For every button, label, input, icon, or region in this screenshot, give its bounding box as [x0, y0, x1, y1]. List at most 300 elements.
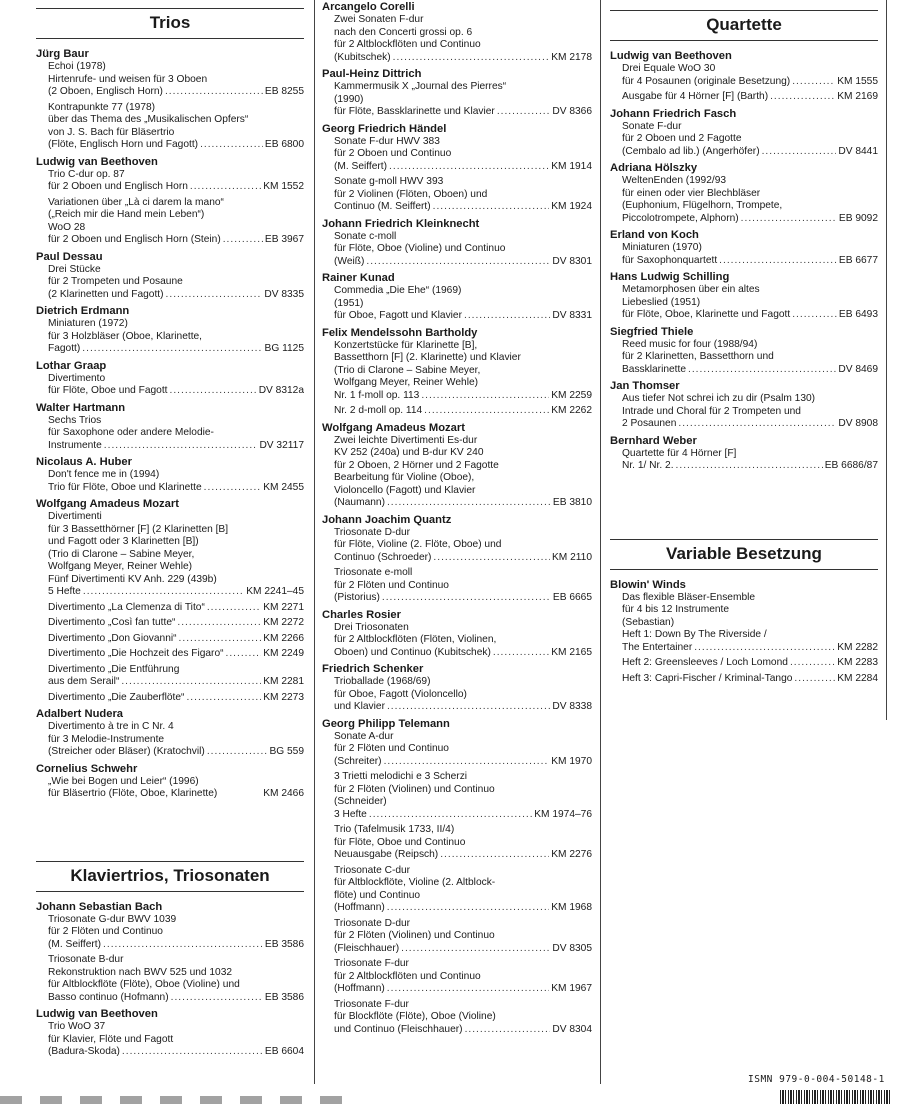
dot-leader — [207, 746, 268, 759]
work-item — [322, 676, 592, 714]
work-last-line — [334, 256, 592, 269]
work-line: (Trio di Clarone – Sabine Meyer, — [334, 364, 481, 376]
catalog-number: KM 2169 — [837, 91, 878, 102]
work-item — [322, 824, 592, 862]
work-line: KV 252 (240a) und B-dur KV 240 — [334, 447, 484, 458]
composer-name: Johann Friedrich Kleinknecht — [322, 217, 480, 230]
work-line: für 3 Holzbläser (Oboe, Klarinette, — [48, 330, 203, 342]
dot-leader — [171, 992, 263, 1005]
section-heading: Trios — [36, 8, 304, 39]
work-last-line — [48, 602, 304, 615]
dot-leader — [387, 701, 550, 714]
work-line: Divertimento à tre in C Nr. 4 — [48, 721, 174, 732]
work-line: Intrade und Choral für 2 Trompeten und — [622, 405, 801, 417]
dot-leader — [792, 76, 835, 89]
work-item — [610, 673, 878, 686]
work-item — [36, 511, 304, 599]
work-line: für 2 Oboen und 2 Fagotte — [622, 133, 742, 144]
work-text: für Saxophonquartett — [622, 254, 718, 266]
work-last-line — [48, 676, 304, 689]
work-item — [322, 865, 592, 915]
dot-leader — [83, 586, 244, 599]
work-line: Sonate F-dur — [622, 120, 682, 132]
work-text: Heft 2: Greensleeves / Loch Lomond — [622, 657, 788, 668]
column-divider — [886, 0, 887, 720]
work-text: für 2 Oboen und Englisch Horn — [48, 181, 188, 192]
barcode-graphic — [780, 1090, 890, 1104]
work-last-line — [334, 849, 592, 862]
work-item — [36, 692, 304, 705]
dot-leader — [369, 809, 532, 822]
work-item — [322, 958, 592, 996]
catalog-number: BG 1125 — [264, 343, 304, 354]
catalog-number: EB 6686/87 — [824, 460, 878, 471]
catalog-number: KM 2283 — [837, 657, 878, 668]
work-last-line — [48, 746, 304, 759]
composer-entry — [36, 762, 304, 801]
dot-leader — [122, 1046, 263, 1059]
work-text: Continuo (M. Seiffert) — [334, 201, 431, 212]
work-item — [610, 284, 878, 322]
catalog-number: DV 8469 — [838, 363, 878, 375]
catalog-number: EB 9092 — [838, 212, 878, 224]
catalog-section — [322, 0, 592, 1036]
work-item — [610, 393, 878, 431]
work-item — [322, 81, 592, 119]
work-line: (Euphonium, Flügelhorn, Trompete, — [622, 200, 783, 211]
work-last-line — [334, 701, 592, 714]
composer-name: Lothar Graap — [36, 359, 107, 372]
work-line: für 2 Violinen (Flöten, Oboen) und — [334, 188, 488, 200]
catalog-number: DV 8441 — [838, 145, 878, 157]
catalog-number: KM 2262 — [551, 405, 592, 416]
work-text: 3 Hefte — [334, 808, 367, 820]
work-text: (Pistorius) — [334, 592, 380, 603]
work-line: Metamorphosen über ein altes — [622, 284, 760, 295]
catalog-number: KM 2259 — [551, 389, 592, 401]
composer-entry — [36, 455, 304, 494]
catalog-number: KM 2165 — [551, 646, 592, 658]
catalog-number: DV 32117 — [259, 439, 304, 451]
work-line: Triosonate F-dur — [334, 958, 409, 969]
work-line: und Fagott oder 3 Klarinetten [B]) — [48, 536, 199, 547]
dot-leader — [121, 676, 261, 689]
work-line: Trio WoO 37 — [48, 1021, 106, 1032]
work-line: für Klavier, Flöte und Fagott — [48, 1033, 174, 1045]
catalog-number: KM 1924 — [551, 201, 592, 212]
work-line: Triosonate F-dur — [334, 998, 409, 1010]
work-line: für 2 Altblockflöten und Continuo — [334, 970, 481, 982]
work-item — [36, 61, 304, 99]
work-text: (Weiß) — [334, 255, 365, 267]
work-text: (Cembalo ad lib.) (Angerhöfer) — [622, 145, 760, 157]
work-last-line — [48, 343, 304, 356]
dot-leader — [694, 642, 835, 655]
composer-name: Adalbert Nudera — [36, 708, 124, 720]
composer-entry — [36, 304, 304, 356]
work-line: für 2 Oboen, 2 Hörner und 2 Fagotte — [334, 459, 499, 471]
composer-name: Johann Friedrich Fasch — [610, 107, 737, 120]
dot-leader — [207, 602, 261, 615]
work-last-line — [48, 289, 304, 302]
catalog-number: EB 3967 — [264, 234, 304, 245]
dot-leader — [465, 1024, 551, 1037]
composer-name: Hans Ludwig Schilling — [610, 271, 730, 283]
work-line: (Schneider) — [334, 796, 387, 807]
work-line: für Oboe, Fagott (Violoncello) — [334, 688, 467, 700]
work-text: Divertimento „Die Zauberflöte“ — [48, 691, 185, 703]
work-text: (Fleischhauer) — [334, 942, 400, 954]
composer-name: Nicolaus A. Huber — [36, 456, 132, 468]
work-line: Drei Equale WoO 30 — [622, 63, 716, 74]
work-line: Hirtenrufe- und weisen für 3 Oboen — [48, 73, 208, 85]
work-last-line — [334, 1024, 592, 1037]
work-last-line — [48, 648, 304, 661]
work-text: (M. Seiffert) — [334, 160, 388, 172]
work-text: für Flöte, Oboe, Klarinette und Fagott — [622, 309, 791, 320]
work-line: Sonate c-moll — [334, 230, 397, 242]
catalog-number: KM 1555 — [837, 75, 878, 87]
work-item — [36, 954, 304, 1004]
work-last-line — [622, 91, 878, 104]
dot-leader — [421, 390, 549, 403]
dot-leader — [387, 497, 551, 510]
work-item — [610, 63, 878, 88]
work-line: Bearbeitung für Violine (Oboe), — [334, 472, 475, 483]
work-line: Triosonate G-dur BWV 1039 — [48, 913, 177, 925]
work-line: für 2 Trompeten und Posaune — [48, 276, 183, 287]
work-text: für Flöte, Bassklarinette und Klavier — [334, 106, 495, 117]
catalog-number: EB 8255 — [264, 86, 304, 97]
column-2 — [322, 0, 592, 1039]
work-last-line — [334, 201, 592, 214]
work-text: Fagott) — [48, 343, 81, 354]
work-item — [36, 415, 304, 453]
catalog-number: KM 1974–76 — [534, 808, 592, 820]
work-text: (2 Klarinetten und Fagott) — [48, 288, 164, 300]
work-line: Wolfgang Meyer, Reiner Wehle) — [334, 377, 479, 388]
dot-leader — [387, 983, 549, 996]
work-item — [36, 469, 304, 494]
work-last-line — [48, 692, 304, 705]
work-last-line — [48, 1046, 304, 1059]
composer-name: Bernhard Weber — [610, 434, 697, 447]
column-1 — [36, 8, 304, 1062]
work-text: Divertimento „Die Hochzeit des Figaro“ — [48, 648, 224, 659]
work-line: Trio (Tafelmusik 1733, II/4) — [334, 824, 455, 835]
composer-entry — [36, 47, 304, 152]
work-line: Miniaturen (1972) — [48, 318, 128, 329]
dot-leader — [226, 648, 262, 661]
catalog-number: EB 6493 — [838, 309, 878, 320]
work-text: Nr. 2 d-moll op. 114 — [334, 405, 423, 416]
catalog-number: KM 1552 — [263, 181, 304, 192]
work-text: Instrumente — [48, 439, 102, 451]
work-text: Ausgabe für 4 Hörner [F] (Barth) — [622, 91, 769, 102]
composer-name: Walter Hartmann — [36, 401, 126, 414]
column-3 — [610, 10, 878, 688]
composer-name: Georg Philipp Telemann — [322, 717, 450, 730]
section-heading: Klaviertrios, Triosonaten — [36, 861, 304, 892]
composer-entry — [322, 0, 592, 64]
work-line: Commedia „Die Ehe“ (1969) — [334, 285, 462, 296]
catalog-number: DV 8305 — [552, 942, 592, 954]
dot-leader — [166, 289, 263, 302]
work-item — [610, 91, 878, 104]
dot-leader — [177, 617, 261, 630]
work-text: für Oboe, Fagott und Klavier — [334, 310, 462, 321]
work-line: Bassetthorn [F] (2. Klarinette) und Klavier — [334, 352, 521, 363]
work-last-line — [48, 440, 304, 453]
dot-leader — [497, 106, 551, 119]
composer-entry — [610, 325, 878, 377]
catalog-number: EB 3810 — [552, 497, 592, 508]
catalog-number: KM 2466 — [263, 788, 304, 799]
dot-leader — [794, 673, 835, 686]
work-line: für 2 Flöten (Violinen) und Continuo — [334, 930, 495, 941]
work-line: für 2 Klarinetten, Bassetthorn und — [622, 351, 774, 362]
composer-name: Friedrich Schenker — [322, 663, 424, 675]
work-item — [322, 435, 592, 510]
work-line: für 3 Melodie-Instrumente — [48, 733, 165, 745]
composer-name: Paul Dessau — [36, 250, 103, 263]
work-line: Echoi (1978) — [48, 61, 106, 72]
work-item — [36, 633, 304, 646]
work-line: für 4 bis 12 Instrumente — [622, 604, 730, 615]
catalog-number: EB 6677 — [838, 254, 878, 266]
dot-leader — [770, 91, 835, 104]
isbn-number: ISMN 979-0-004-50148-1 — [748, 1074, 885, 1085]
work-item — [36, 721, 304, 759]
work-last-line — [48, 788, 304, 801]
composer-entry — [322, 513, 592, 605]
composer-name: Johann Joachim Quantz — [322, 513, 452, 526]
work-last-line — [334, 943, 592, 956]
work-last-line — [48, 482, 304, 495]
composer-name: Erland von Koch — [610, 229, 699, 241]
work-text: für 4 Posaunen (originale Besetzung) — [622, 75, 791, 87]
work-line: Drei Triosonaten — [334, 621, 409, 633]
composer-name: Dietrich Erdmann — [36, 305, 130, 317]
work-line: für 2 Flöten (Violinen) und Continuo — [334, 783, 495, 795]
work-last-line — [48, 633, 304, 646]
catalog-number: EB 3586 — [264, 991, 304, 1003]
dot-leader — [186, 692, 261, 705]
work-line: Divertimento — [48, 372, 106, 384]
work-line: Sechs Trios — [48, 414, 102, 426]
work-line: für Flöte, Oboe (Violine) und Continuo — [334, 243, 506, 254]
composer-name: Rainer Kunad — [322, 272, 395, 284]
dot-leader — [741, 213, 837, 226]
work-last-line — [622, 255, 878, 268]
composer-name: Arcangelo Corelli — [322, 1, 415, 13]
work-item — [322, 405, 592, 418]
composer-name: Cornelius Schwehr — [36, 762, 138, 775]
work-last-line — [622, 146, 878, 159]
column-divider — [600, 0, 601, 1084]
work-line: Liebeslied (1951) — [622, 296, 701, 308]
work-text: (Naumann) — [334, 497, 385, 508]
work-last-line — [48, 181, 304, 194]
work-item — [36, 264, 304, 302]
work-item — [322, 527, 592, 565]
dot-leader — [104, 440, 258, 453]
work-text: (Schreiter) — [334, 755, 382, 767]
composer-name: Siegfried Thiele — [610, 325, 694, 338]
section-heading: Quartette — [610, 10, 878, 41]
work-line: Miniaturen (1970) — [622, 242, 702, 253]
work-text: für Flöte, Oboe und Fagott — [48, 385, 168, 396]
work-last-line — [622, 418, 878, 431]
work-last-line — [48, 234, 304, 247]
catalog-number: DV 8301 — [552, 255, 592, 267]
work-last-line — [334, 390, 592, 403]
composer-entry — [610, 270, 878, 322]
catalog-number: KM 2281 — [263, 676, 304, 687]
composer-entry — [36, 250, 304, 302]
work-text: (Flöte, Englisch Horn und Fagott) — [48, 139, 199, 150]
work-line: („Reich mir die Hand mein Leben“) — [48, 209, 205, 220]
work-last-line — [334, 647, 592, 660]
dot-leader — [200, 139, 263, 152]
dot-leader — [223, 234, 263, 247]
work-last-line — [334, 106, 592, 119]
work-line: für 2 Flöten und Continuo — [334, 579, 449, 591]
work-line: Fünf Divertimenti KV Anh. 229 (439b) — [48, 573, 217, 585]
work-line: Sonate A-dur — [334, 730, 394, 742]
work-line: Trioballade (1968/69) — [334, 676, 431, 687]
work-line: Trio C-dur op. 87 — [48, 168, 125, 180]
dot-leader — [678, 418, 836, 431]
dot-leader — [424, 405, 549, 418]
composer-entry — [610, 107, 878, 159]
composer-entry — [36, 1007, 304, 1059]
composer-entry — [36, 401, 304, 453]
work-line: Triosonate D-dur — [334, 526, 411, 538]
dot-leader — [382, 592, 551, 605]
work-text: (Hoffmann) — [334, 983, 385, 994]
work-line: Drei Stücke — [48, 263, 101, 275]
work-text: Piccolotrompete, Alphorn) — [622, 212, 739, 224]
work-line: für Blockflöte (Flöte), Oboe (Violine) — [334, 1011, 496, 1022]
work-last-line — [622, 460, 878, 473]
work-text: (Kubitschek) — [334, 51, 391, 63]
work-line: für 2 Altblockflöten (Flöten, Violinen, — [334, 634, 497, 645]
work-item — [36, 648, 304, 661]
work-line: von J. S. Bach für Bläsertrio — [48, 126, 175, 138]
work-item — [610, 242, 878, 267]
catalog-number: KM 2271 — [263, 601, 304, 613]
work-item — [36, 664, 304, 689]
work-last-line — [622, 657, 878, 670]
work-item — [610, 657, 878, 670]
composer-entry — [322, 122, 592, 214]
work-text: Nr. 1 f-moll op. 113 — [334, 389, 420, 401]
work-line: Zwei leichte Divertimenti Es-dur — [334, 434, 478, 446]
work-text: The Entertainer — [622, 641, 693, 653]
catalog-number: DV 8366 — [552, 106, 592, 117]
catalog-number: KM 2276 — [551, 849, 592, 860]
dot-leader — [440, 849, 549, 862]
dot-leader — [433, 552, 550, 565]
composer-name: Adriana Hölszky — [610, 162, 698, 174]
dot-leader — [204, 482, 262, 495]
work-line: für Altblockflöte, Violine (2. Altblock- — [334, 877, 496, 888]
work-item — [610, 339, 878, 377]
work-item — [322, 176, 592, 214]
work-last-line — [48, 617, 304, 630]
work-text: (Badura-Skoda) — [48, 1046, 120, 1057]
work-last-line — [48, 992, 304, 1005]
composer-entry — [610, 161, 878, 225]
work-line: „Wie bei Bogen und Leier“ (1996) — [48, 775, 199, 787]
catalog-number: KM 1967 — [551, 983, 592, 994]
work-line: Triosonate e-moll — [334, 567, 413, 578]
work-text: Divertimento „Così fan tutte“ — [48, 617, 176, 628]
composer-name: Jürg Baur — [36, 48, 89, 60]
work-text: 2 Posaunen — [622, 418, 677, 429]
dot-leader — [688, 364, 836, 377]
work-line: für Saxophone oder andere Melodie- — [48, 427, 214, 438]
work-item — [36, 318, 304, 356]
dot-leader — [387, 902, 549, 915]
dot-leader — [103, 939, 263, 952]
work-text: Neuausgabe (Reipsch) — [334, 849, 439, 860]
work-last-line — [622, 213, 878, 226]
catalog-number: DV 8338 — [552, 701, 592, 712]
work-item — [322, 136, 592, 174]
work-last-line — [622, 642, 878, 655]
work-line: Violoncello (Fagott) und Klavier — [334, 484, 476, 496]
work-last-line — [48, 385, 304, 398]
catalog-number: KM 1914 — [551, 160, 592, 172]
dot-leader — [493, 647, 549, 660]
work-item — [322, 340, 592, 403]
work-line: Zwei Sonaten F-dur — [334, 14, 424, 25]
work-line: Kontrapunkte 77 (1978) — [48, 101, 156, 113]
work-line: Triosonate B-dur — [48, 954, 124, 965]
composer-name: Johann Sebastian Bach — [36, 900, 163, 913]
work-item — [36, 373, 304, 398]
composer-entry — [322, 662, 592, 714]
work-line: Variationen über „Là ci darem la mano“ — [48, 196, 224, 208]
work-line: (Trio di Clarone – Sabine Meyer, — [48, 548, 195, 560]
work-item — [36, 102, 304, 152]
catalog-number: KM 2249 — [263, 648, 304, 659]
work-last-line — [334, 983, 592, 996]
work-line: flöte) und Continuo — [334, 889, 421, 901]
work-line: für 3 Bassetthörner [F] (2 Klarinetten [B] — [48, 523, 229, 535]
work-line: Konzertstücke für Klarinette [B], — [334, 339, 478, 351]
composer-name: Wolfgang Amadeus Mozart — [322, 421, 465, 434]
dot-leader — [464, 310, 550, 323]
catalog-number: DV 8335 — [264, 288, 304, 300]
composer-entry — [322, 67, 592, 119]
work-line: Divertimenti — [48, 511, 102, 522]
work-item — [322, 731, 592, 769]
work-item — [322, 567, 592, 605]
dot-leader — [165, 86, 263, 99]
dot-leader — [433, 201, 550, 214]
work-line: für Altblockflöte (Flöte), Oboe (Violine) und — [48, 979, 240, 990]
work-item — [36, 197, 304, 247]
composer-entry — [36, 900, 304, 1005]
catalog-number: KM 2110 — [551, 551, 592, 563]
work-last-line — [334, 902, 592, 915]
composer-entry — [610, 434, 878, 473]
work-line: Divertimento „Die Entführung — [48, 663, 180, 675]
composer-name: Georg Friedrich Händel — [322, 122, 447, 135]
